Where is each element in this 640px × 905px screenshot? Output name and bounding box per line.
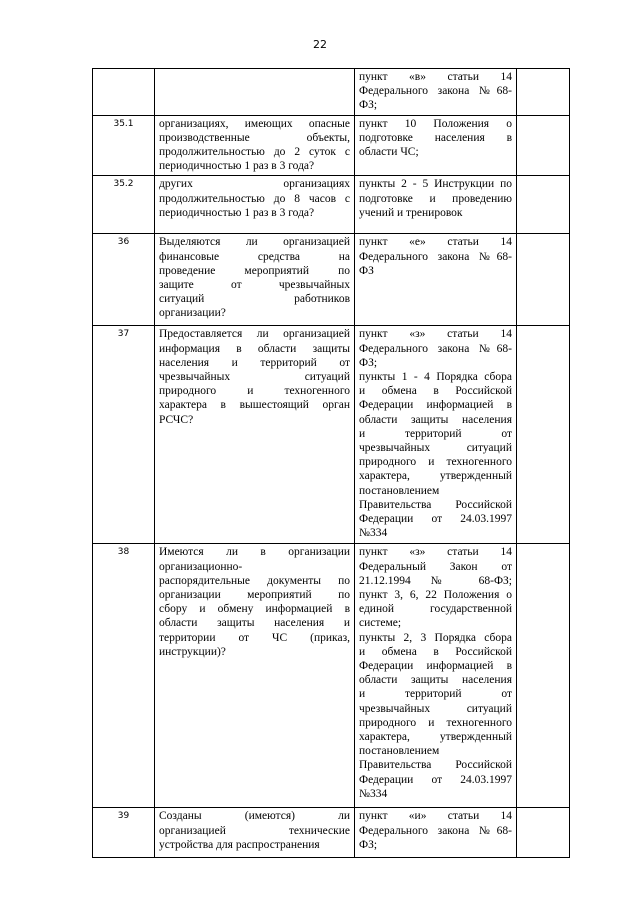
- reference-line: области защиты населения: [359, 413, 512, 426]
- table-row: [93, 544, 570, 808]
- question-line: периодичностью 1 раз в 3 года?: [159, 206, 315, 219]
- reference-line: пункт «е» статьи 14: [359, 236, 512, 249]
- question-line: организацией технические: [159, 824, 350, 837]
- question-line: организации?: [159, 307, 226, 320]
- legal-reference-cell: [355, 176, 517, 234]
- item-number: 38: [93, 544, 155, 808]
- reference-line: природного и техногенного: [359, 716, 512, 729]
- question-line: природного и техногенного: [159, 385, 350, 398]
- reference-line: Правительства Российской: [359, 759, 512, 772]
- reference-line: чрезвычайных ситуаций: [359, 442, 512, 455]
- reference-line: ФЗ;: [359, 838, 378, 851]
- question-line: области защиты населения и: [159, 617, 350, 630]
- reference-line: Федерации информацией в: [359, 660, 512, 673]
- question-cell: [155, 115, 355, 176]
- reference-line: и территорий от: [359, 688, 512, 701]
- question-line: чрезвычайных ситуаций: [159, 371, 350, 384]
- table-row: [93, 234, 570, 326]
- reference-line: Федерального закона №68-: [359, 250, 512, 263]
- table-row: [93, 115, 570, 176]
- legal-reference-cell: [355, 544, 517, 808]
- reference-line: характера, утвержденный: [359, 470, 512, 483]
- table-row: [93, 176, 570, 234]
- reference-line: постановлением: [359, 745, 440, 758]
- reference-line: Федерации от 24.03.1997: [359, 773, 512, 786]
- item-number: 36: [93, 234, 155, 326]
- reference-line: учений и тренировок: [359, 206, 463, 219]
- note-cell: [517, 115, 570, 176]
- question-line: продолжительностью до 2 суток с: [159, 146, 350, 159]
- reference-line: и территорий от: [359, 427, 512, 440]
- reference-line: Федерации от 24.03.1997: [359, 513, 512, 526]
- note-cell: [517, 808, 570, 858]
- reference-line: ФЗ;: [359, 99, 378, 112]
- question-line: проведение мероприятий по: [159, 264, 350, 277]
- reference-line: единой государственной: [359, 603, 512, 616]
- question-line: устройства для распространения: [159, 838, 320, 851]
- reference-line: характера, утвержденный: [359, 731, 512, 744]
- question-line: Имеются ли в организации: [159, 546, 350, 559]
- question-line: продолжительностью до 8 часов с: [159, 192, 350, 205]
- question-line: ситуаций работников: [159, 293, 350, 306]
- note-cell: [517, 69, 570, 116]
- question-line: распорядительные документы по: [159, 574, 350, 587]
- reference-line: постановлением: [359, 484, 440, 497]
- question-line: организации мероприятий по: [159, 589, 350, 602]
- question-cell: [155, 808, 355, 858]
- reference-line: Федерального закона №68-: [359, 824, 512, 837]
- reference-line: Федерального закона №68-: [359, 342, 512, 355]
- note-cell: [517, 326, 570, 544]
- reference-line: №334: [359, 527, 388, 540]
- reference-line: Федеральный Закон от: [359, 560, 512, 573]
- question-line: территории от ЧС (приказ,: [159, 631, 350, 644]
- table-row: [93, 326, 570, 544]
- reference-line: Федерального закона №68-: [359, 85, 512, 98]
- reference-line: области защиты населения: [359, 674, 512, 687]
- question-line: организационно-: [159, 560, 243, 573]
- reference-line: пункт 10 Положения о: [359, 117, 512, 130]
- reference-line: чрезвычайных ситуаций: [359, 702, 512, 715]
- reference-line: системе;: [359, 617, 402, 630]
- question-line: информация в области защиты: [159, 342, 350, 355]
- note-cell: [517, 176, 570, 234]
- question-cell: [155, 234, 355, 326]
- reference-line: Правительства Российской: [359, 498, 512, 511]
- question-line: производственные объекты,: [159, 131, 350, 144]
- question-line: характера в вышестоящий орган: [159, 399, 350, 412]
- question-line: периодичностью 1 раз в 3 года?: [159, 160, 315, 173]
- reference-line: Федерации информацией в: [359, 399, 512, 412]
- checklist-table: [92, 68, 570, 858]
- legal-reference-cell: [355, 69, 517, 116]
- reference-line: подготовке населения в: [359, 131, 512, 144]
- note-cell: [517, 544, 570, 808]
- item-number: [93, 69, 155, 116]
- item-number: 37: [93, 326, 155, 544]
- reference-line: пункты 1 - 4 Порядка сбора: [359, 371, 512, 384]
- table-row: [93, 808, 570, 858]
- reference-line: пункт 3, 6, 22 Положения о: [359, 589, 512, 602]
- question-line: защите от чрезвычайных: [159, 279, 350, 292]
- question-line: организациях, имеющих опасные: [159, 117, 350, 130]
- table-row: [93, 69, 570, 116]
- question-cell: [155, 69, 355, 116]
- reference-line: подготовке и проведению: [359, 192, 512, 205]
- question-cell: [155, 176, 355, 234]
- reference-line: ФЗ;: [359, 356, 378, 369]
- question-line: финансовые средства на: [159, 250, 350, 263]
- reference-line: пункты 2 - 5 Инструкции по: [359, 178, 512, 191]
- reference-line: пункт «з» статьи 14: [359, 328, 512, 341]
- question-line: населения и территорий от: [159, 356, 350, 369]
- legal-reference-cell: [355, 234, 517, 326]
- reference-line: и обмена в Российской: [359, 385, 512, 398]
- question-line: других организациях: [159, 178, 350, 191]
- legal-reference-cell: [355, 326, 517, 544]
- question-line: инструкции)?: [159, 645, 226, 658]
- question-line: сбору и обмену информацией в: [159, 603, 350, 616]
- page-number: 22: [313, 38, 327, 51]
- reference-line: №334: [359, 787, 388, 800]
- reference-line: пункт «и» статьи 14: [359, 810, 512, 823]
- reference-line: природного и техногенного: [359, 456, 512, 469]
- reference-line: пункт «в» статьи 14: [359, 71, 512, 83]
- reference-line: пункт «з» статьи 14: [359, 546, 512, 559]
- question-cell: [155, 544, 355, 808]
- question-cell: [155, 326, 355, 544]
- reference-line: 21.12.1994 № 68-ФЗ;: [359, 574, 512, 587]
- note-cell: [517, 234, 570, 326]
- legal-reference-cell: [355, 808, 517, 858]
- reference-line: и обмена в Российской: [359, 645, 512, 658]
- legal-reference-cell: [355, 115, 517, 176]
- reference-line: пункты 2, 3 Порядка сбора: [359, 631, 512, 644]
- reference-line: области ЧС;: [359, 146, 419, 159]
- question-line: Предоставляется ли организацией: [159, 328, 350, 341]
- item-number: 35.2: [93, 176, 155, 234]
- question-line: РСЧС?: [159, 413, 194, 426]
- question-line: Созданы (имеются) ли: [159, 810, 350, 823]
- item-number: 35.1: [93, 115, 155, 176]
- question-line: Выделяются ли организацией: [159, 236, 350, 249]
- item-number: 39: [93, 808, 155, 858]
- reference-line: ФЗ: [359, 264, 374, 277]
